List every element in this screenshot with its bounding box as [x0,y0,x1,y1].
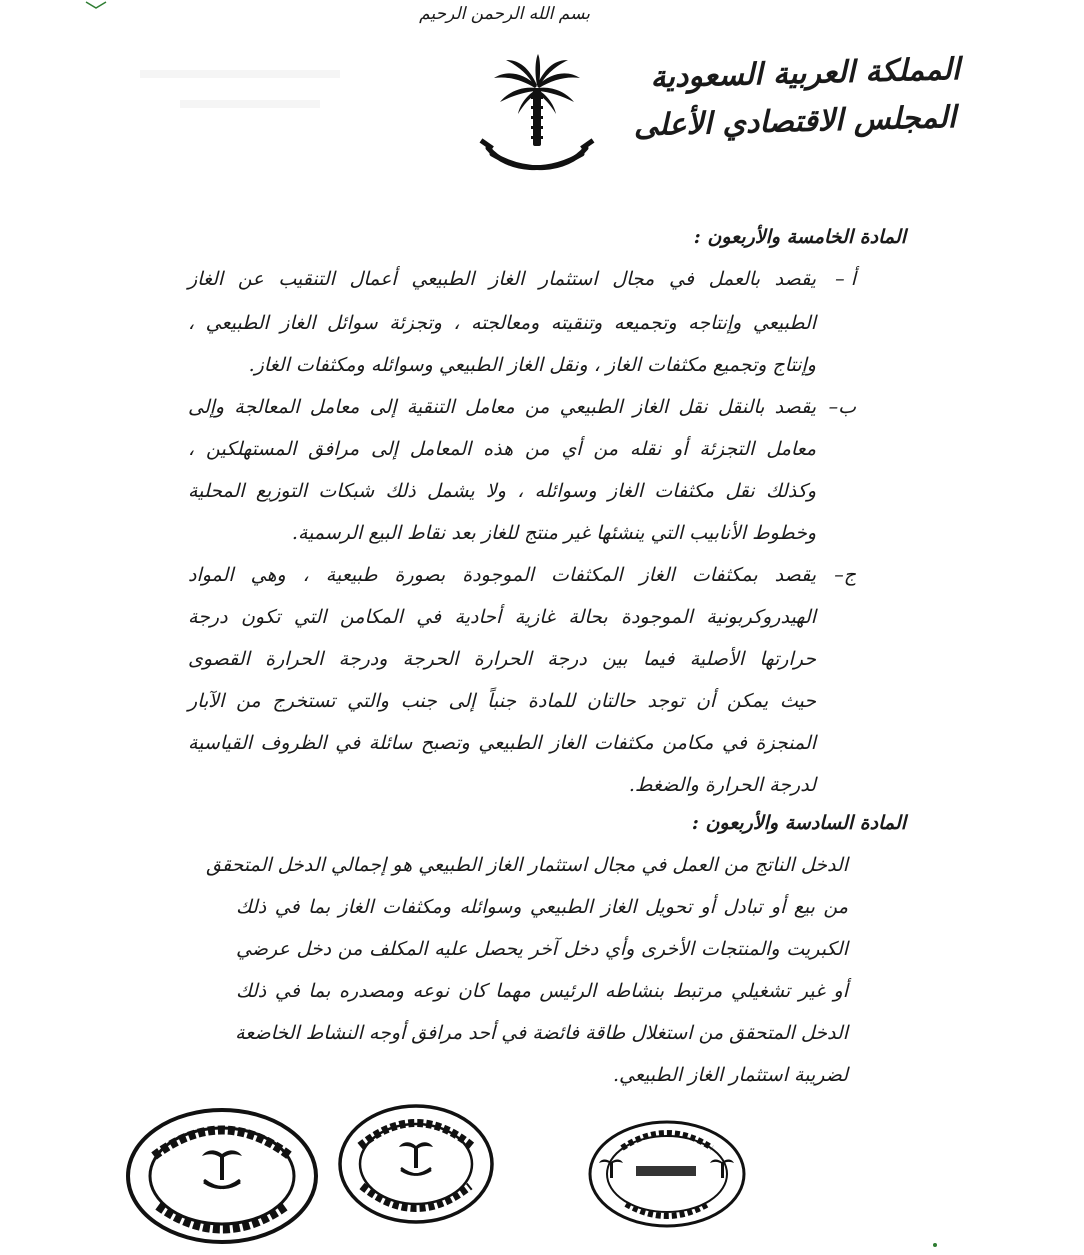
article-45-c-line-6: لدرجة الحرارة والضغط. [628,774,816,796]
article-45-c-line-5: المنجزة في مكامن مكثفات الغاز الطبيعي وتصبح سائلة في الظروف القياسية [188,732,816,754]
secretariat-stamp [336,1102,496,1226]
article-45-a-line-3: وإنتاج وتجميع مكثفات الغاز ، ونقل الغاز الطبيعي وسوائله ومكثفات الغاز. [248,354,816,376]
article-46-line-3: الكبريت والمنتجات الأخرى وأي دخل آخر يحصل عليه المكلف من دخل عرضي [236,938,848,960]
article-46-line-4: أو غير تشغيلي مرتبط بنشاطه الرئيس مهما كان نوعه ومصدره بما في ذلك [236,980,848,1002]
org-name: المملكة العربية السعودية [650,52,961,96]
corner-mark [84,0,114,10]
item-marker-a: أ – [835,268,856,290]
council-stamp [124,1106,320,1246]
article-46-line-5: الدخل المتحقق من استغلال طاقة فائضة في أحد مرافق أوجه النشاط الخاضعة [235,1022,848,1044]
article-45-a-line-2: الطبيعي وإنتاجه وتجميعه وتنقيته ومعالجته ، وتجزئة سوائل الغاز الطبيعي ، [188,312,816,334]
article-45-b-line-2: معامل التجزئة أو نقله من أي من هذه المعامل إلى مرافق المستهلكين ، [188,438,816,460]
article-45-b-line-4: وخطوط الأنابيب التي ينشئها غير منتج للغاز بعد نقاط البيع الرسمية. [291,522,816,544]
article-45-c-line-2: الهيدروكربونية الموجودة بحالة غازية أحادية في المكامن التي تكون درجة [188,606,816,628]
item-marker-c: ج– [834,564,856,586]
article-45-c-line-1: يقصد بمكثفات الغاز المكثفات الموجودة بصورة طبيعية ، وهي المواد [188,564,816,586]
article-45-c-line-4: حيث يمكن أن توجد حالتان للمادة جنباً إلى جنب والتي تستخرج من الآبار [188,690,816,712]
article-45-a-line-1: يقصد بالعمل في مجال استثمار الغاز الطبيعي أعمال التنقيب عن الغاز [188,268,816,290]
true-copy-stamp [586,1118,748,1230]
article-45-b-line-1: يقصد بالنقل نقل الغاز الطبيعي من معامل التنقية إلى معامل المعالجة وإلى [188,396,816,418]
faint-watermark [140,60,340,140]
article-45-b-line-3: وكذلك نقل مكثفات الغاز وسوائله ، ولا يشمل ذلك شبكات التوزيع المحلية [188,480,816,502]
saudi-emblem-icon [478,52,596,180]
council-name: المجلس الاقتصادي الأعلى [633,100,957,144]
basmala: بسم الله الرحمن الرحيم [419,4,590,24]
article-46-line-2: من بيع أو تبادل أو تحويل الغاز الطبيعي وسوائله ومكثفات الغاز بما في ذلك [236,896,848,918]
article-46-line-6: لضريبة استثمار الغاز الطبيعي. [612,1064,848,1086]
item-marker-b: ب– [828,396,856,418]
article-45-c-line-3: حرارتها الأصلية فيما بين درجة الحرارة الحرجة ودرجة الحرارة القصوى [188,648,816,670]
article-46-line-1: الدخل الناتج من العمل في مجال استثمار الغاز الطبيعي هو إجمالي الدخل المتحقق [206,854,848,876]
article-46-heading: المادة السادسة والأربعون : [691,812,906,834]
corner-dot [930,1240,940,1250]
article-45-heading: المادة الخامسة والأربعون : [693,226,906,248]
